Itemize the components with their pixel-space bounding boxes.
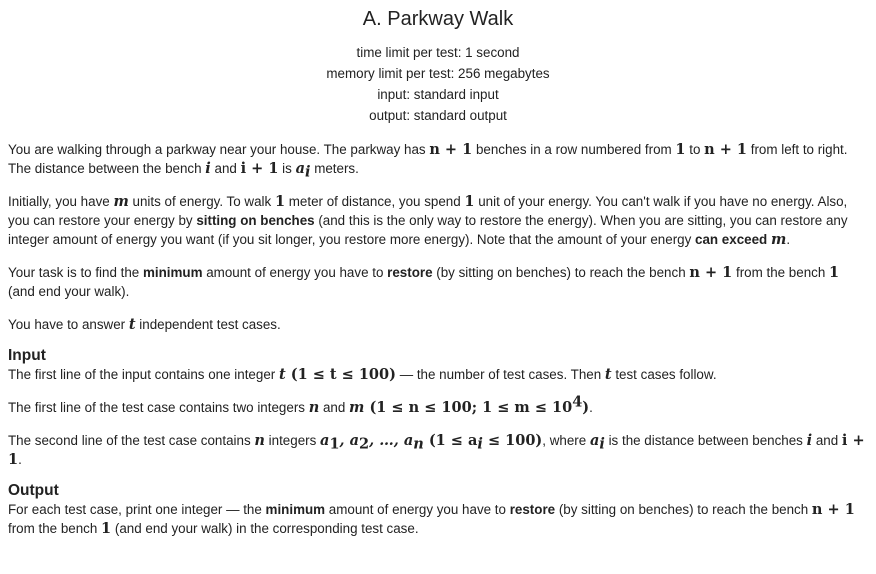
statement-paragraph-1: You are walking through a parkway near your house. The parkway has n + 1 benches in a row numbered from 1 to n + 1 from left to right. The distance between the bench i and i + 1 is $a_i$ meters.: [8, 141, 848, 181]
output-section: [8, 481, 868, 538]
problem-title: A. Parkway Walk: [362, 8, 514, 30]
input-section-title: Input: [8, 347, 46, 364]
output-line-1: For each test case, print one integer — the minimum amount of energy you have to restore (by sitting on benches) to reach the bench n + 1 from the bench 1 (and end your walk) in the corresponding test case.: [8, 501, 855, 537]
problem-header: [8, 0, 868, 126]
memory-limit: memory limit per test: 256 megabytes: [326, 66, 550, 81]
statement-paragraph-3: Your task is to find the minimum amount of energy you have to restore (by sitting on benches) to reach the bench n + 1 from the bench 1 (and end your walk).: [8, 264, 840, 299]
input-section: [8, 346, 868, 469]
input-line-2: The first line of the test case contains two integers n and m (1 ≤ n ≤ 100; $1 \le m \le 10^4$).: [8, 393, 593, 416]
problem-statement: [8, 140, 868, 334]
input-spec: input: standard input: [377, 87, 499, 102]
time-limit: time limit per test: 1 second: [356, 45, 520, 60]
input-line-3: The second line of the test case contains n integers $a_1$, $a_2$, …, $a_n$ $(1 \le a_i \le 100)$, where $a_i$ is the distance between benches i and i + 1.: [8, 432, 865, 468]
input-line-1: The first line of the input contains one integer t (1 ≤ t ≤ 100) — the number of test cases. Then t test cases follow.: [8, 366, 717, 383]
statement-paragraph-4: You have to answer t independent test cases.: [8, 316, 281, 333]
output-section-title: Output: [8, 482, 59, 499]
output-spec: output: standard output: [369, 108, 507, 123]
statement-paragraph-2: Initially, you have m units of energy. To walk 1 meter of distance, you spend 1 unit of your energy. You can't walk if you have no energy. Also, you can restore your energy by sitting on benches (and this is the only way to restore the energy). When you are sitting, you can restore any integer amount of energy you want (if you sit longer, you restore more energy). Note that the amount of your energy can exceed m.: [8, 193, 848, 248]
